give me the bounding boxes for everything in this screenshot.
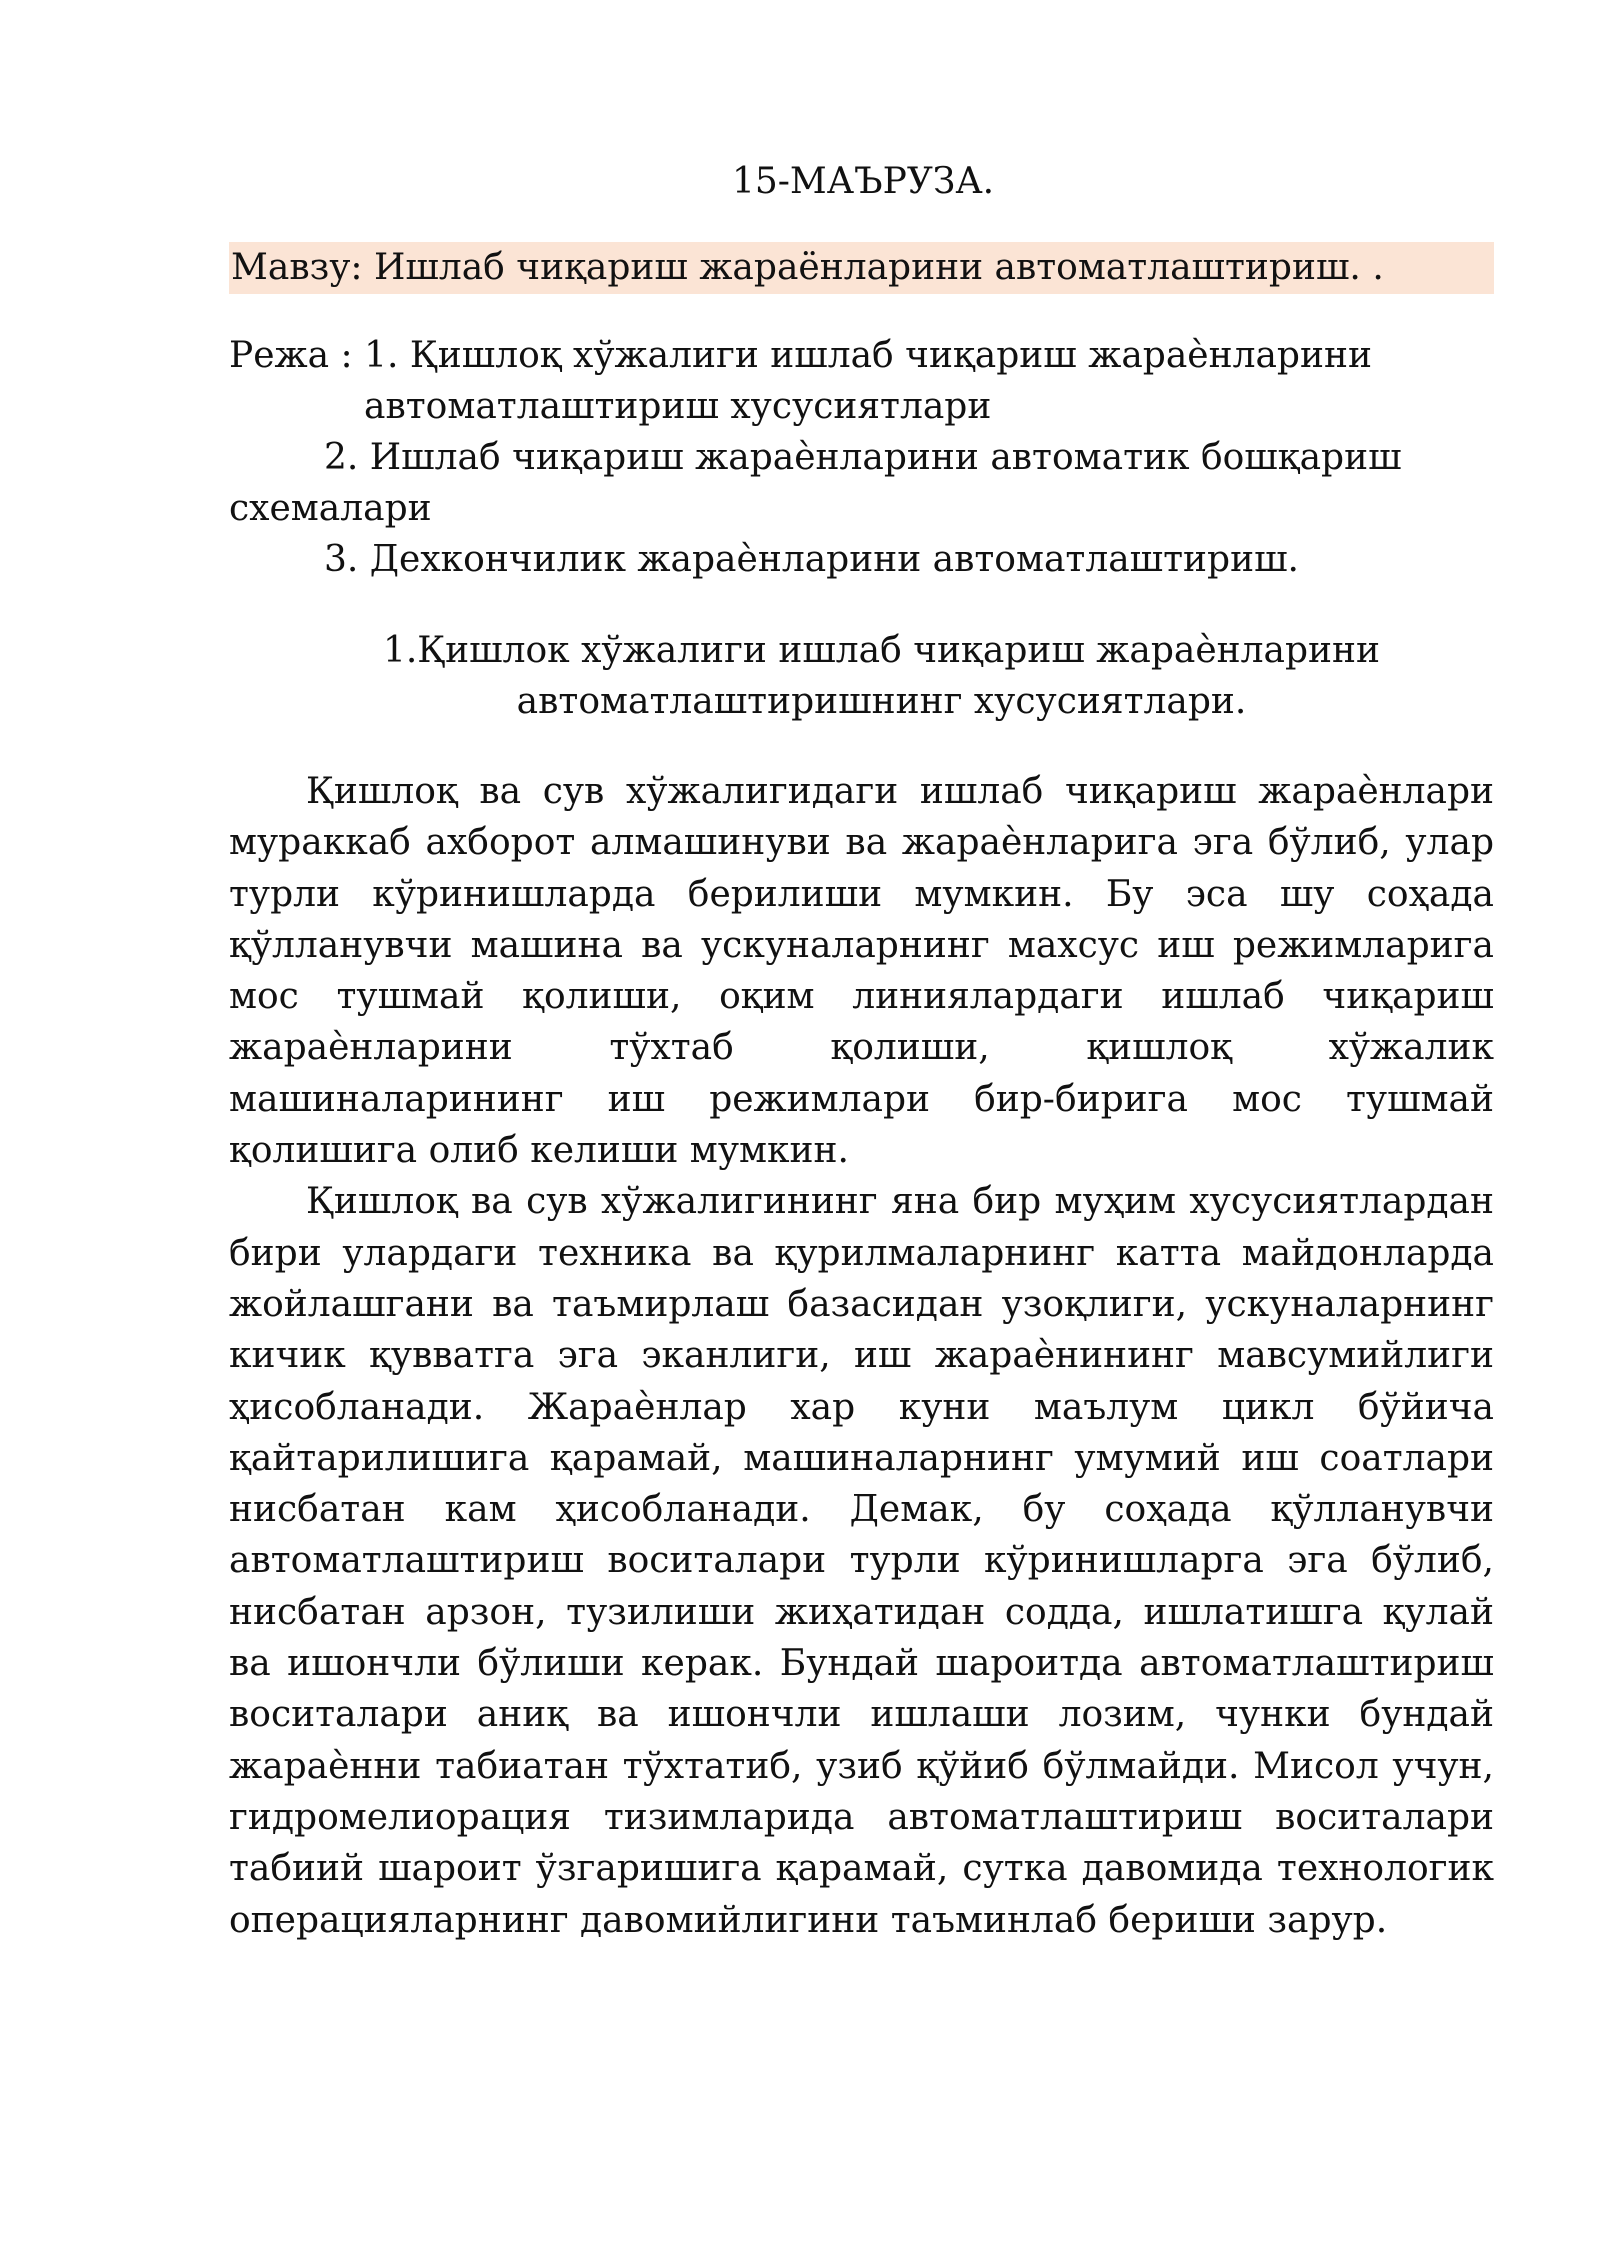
section-heading-line-1: 1.Қишлок хўжалиги ишлаб чиқариш жараѐнларини — [382, 630, 1381, 671]
plan-item-2: 2. Ишлаб чиқариш жараѐнларини автоматик бошқариш — [324, 437, 1402, 478]
body-text — [229, 766, 1494, 1946]
plan-item-3: 3. Дехкончилик жараѐнларини автоматлаштириш. — [324, 539, 1299, 580]
section-heading — [229, 625, 1494, 727]
plan-item-1: Режа : 1. Қишлоқ хўжалиги ишлаб чиқариш жараѐнларини — [229, 335, 1372, 376]
page-title: 15-МАЪРУЗА. — [731, 161, 995, 202]
topic-line: Мавзу: Ишлаб чиқариш жараёнларини автоматлаштириш. . — [229, 242, 1494, 294]
plan-item-1-continued: автоматлаштириш хусусиятлари — [364, 386, 992, 427]
paragraph-1: Қишлоқ ва сув хўжалигидаги ишлаб чиқариш жараѐнлари мураккаб ахборот алмашинуви ва жараѐнларига эга бўлиб, улар турли кўринишларда берилиши мумкин. Бу эса шу соҳада қўлланувчи машина ва ускуналарнинг махсус иш режимларига мос тушмай қолиши, оқим линиялардаги ишлаб чиқариш жараѐнларини тўхтаб қолиши, қишлоқ хўжалик машиналарининг иш режимлари бир-бирига мос тушмай қолишига олиб келиши мумкин. — [229, 771, 1494, 1172]
plan-block — [229, 330, 1494, 585]
section-heading-line-2: автоматлаштиришнинг хусусиятлари. — [516, 681, 1247, 722]
plan-item-2-continued: схемалари — [229, 488, 432, 529]
paragraph-2: Қишлоқ ва сув хўжалигининг яна бир муҳим хусусиятлардан бири улардаги техника ва қурилмаларнинг катта майдонларда жойлашгани ва таъмирлаш базасидан узоқлиги, ускуналарнинг кичик қувватга эга эканлиги, иш жараѐнининг мавсумийлиги ҳисобланади. Жараѐнлар хар куни маълум цикл бўйича қайтарилишига қарамай, машиналарнинг умумий иш соатлари нисбатан кам ҳисобланади. Демак, бу соҳада қўлланувчи автоматлаштириш воситалари турли кўринишларга эга бўлиб, нисбатан арзон, тузилиши жиҳатидан содда, ишлатишга қулай ва ишончли бўлиши керак. Бундай шароитда автоматлаштириш воситалари аниқ ва ишончли ишлаши лозим, чунки бундай жараѐнни табиатан тўхтатиб, узиб қўйиб бўлмайди. Мисол учун, гидромелиорация тизимларида автоматлаштириш воситалари табиий шароит ўзгаришига қарамай, сутка давомида технологик операцияларнинг давомийлигини таъминлаб бериши зарур. — [229, 1181, 1494, 1941]
